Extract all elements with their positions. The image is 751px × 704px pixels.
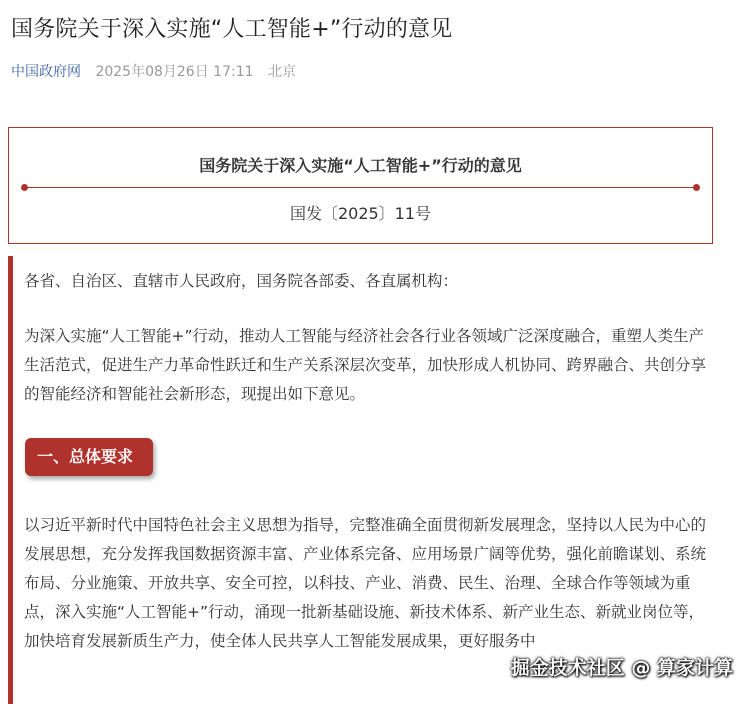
section-heading-general-requirements: 一、总体要求 bbox=[25, 438, 153, 476]
divider-line bbox=[24, 187, 697, 188]
publish-location: 北京 bbox=[267, 64, 296, 80]
salutation-paragraph: 各省、自治区、直辖市人民政府，国务院各部委、各直属机构： bbox=[24, 272, 459, 290]
article-meta bbox=[11, 61, 296, 83]
document-title: 国务院关于深入实施“人工智能+”行动的意见 bbox=[199, 156, 522, 175]
divider-dot-left bbox=[21, 184, 28, 191]
publish-date: 2025年08月26日 17:11 bbox=[95, 64, 254, 80]
body-accent-bar bbox=[8, 256, 13, 704]
watermark-text: 掘金技术社区 @ 算家计算 bbox=[510, 657, 733, 679]
document-header-box bbox=[8, 127, 713, 244]
article-title: 国务院关于深入实施“人工智能+”行动的意见 bbox=[11, 17, 453, 42]
document-number: 国发〔2025〕11号 bbox=[289, 204, 432, 223]
divider-dot-right bbox=[693, 184, 700, 191]
source-link[interactable]: 中国政府网 bbox=[11, 64, 81, 80]
intro-paragraph: 为深入实施“人工智能+”行动，推动人工智能与经济社会各行业各领域广泛深度融合，重塑人类生产生活范式，促进生产力革命性跃迁和生产关系深层次变革，加快形成人机协同、跨界融合、共创分享的智能经济和智能社会新形态，现提出如下意见。 bbox=[24, 327, 707, 403]
guiding-principle-paragraph: 以习近平新时代中国特色社会主义思想为指导，完整准确全面贯彻新发展理念，坚持以人民为中心的发展思想，充分发挥我国数据资源丰富、产业体系完备、应用场景广阔等优势，强化前瞻谋划、系统布局、分业施策、开放共享、安全可控，以科技、产业、消费、民生、治理、全球合作等领域为重点，深入实施“人工智能+”行动，涌现一批新基础设施、新技术体系、新产业生态、新就业岗位等，加快培育发展新质生产力，使全体人民共享人工智能发展成果，更好服务中 bbox=[24, 516, 707, 650]
